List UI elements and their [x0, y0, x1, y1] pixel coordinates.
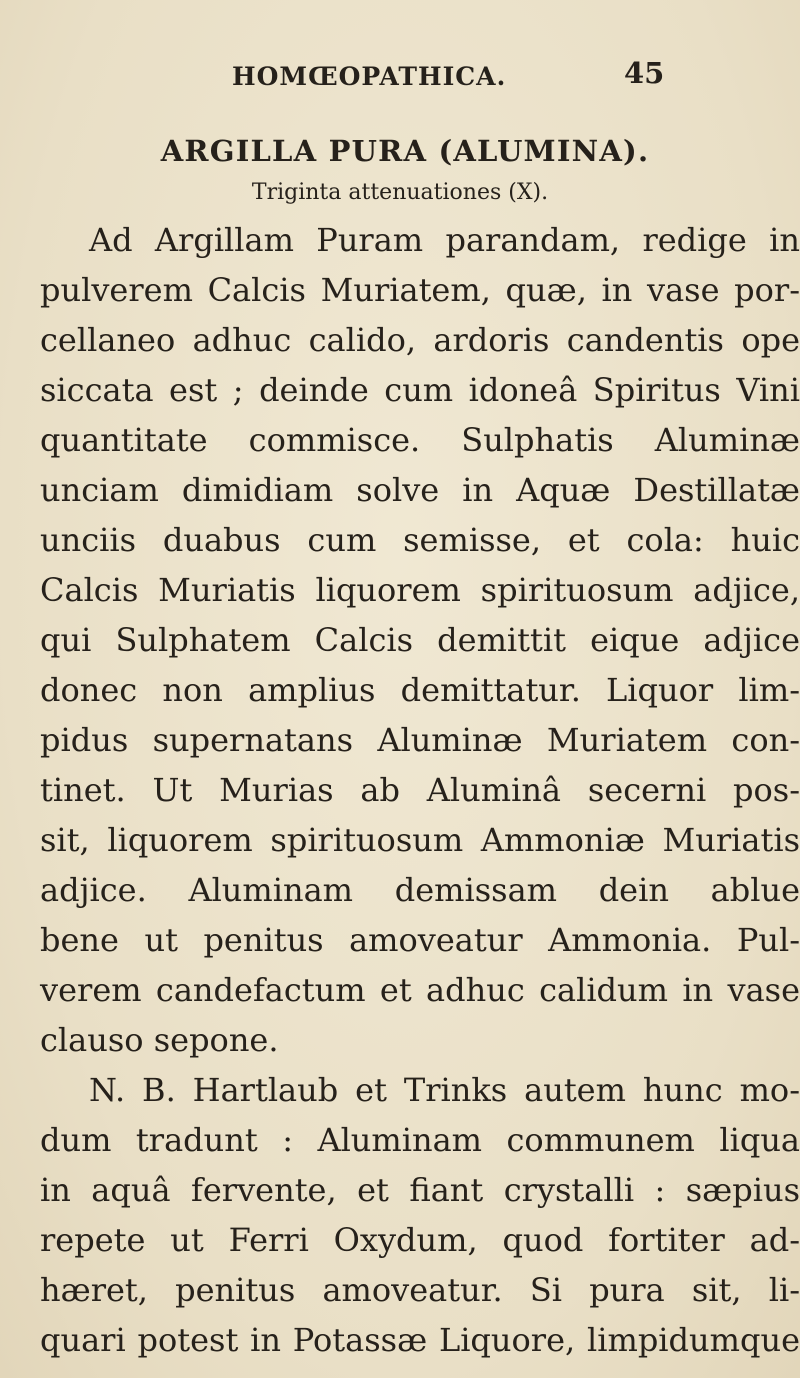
text-line: hæret, penitus amoveatur. Si pura sit, li- — [40, 1271, 800, 1309]
section-subtitle: Triginta attenuationes (X). — [251, 180, 549, 205]
text-line: dum tradunt : Aluminam communem liqua — [40, 1121, 800, 1159]
text-line: sit, liquorem spirituosum Ammoniæ Muriatis — [40, 821, 800, 859]
text-line: donec non amplius demittatur. Liquor lim- — [40, 671, 800, 709]
text-line: pidus supernatans Aluminæ Muriatem con- — [40, 721, 800, 759]
text-line: quari potest in Potassæ Liquore, limpidumque — [40, 1321, 800, 1359]
page-number: 45 — [624, 56, 665, 90]
text-line: unciis duabus cum semisse, et cola: huic — [40, 521, 800, 559]
text-line: in aquâ fervente, et fiant crystalli : sæpius — [40, 1171, 800, 1209]
text-line: quantitate commisce. Sulphatis Aluminæ — [40, 421, 800, 459]
text-line: adjice. Aluminam demissam dein ablue — [40, 871, 800, 909]
text-line: N. B. Hartlaub et Trinks autem hunc mo- — [89, 1071, 800, 1109]
text-line: verem candefactum et adhuc calidum in vase — [40, 971, 800, 1009]
text-line: unciam dimidiam solve in Aquæ Destillatæ — [40, 471, 800, 509]
text-line: Calcis Muriatis liquorem spirituosum adjice, — [40, 571, 800, 609]
text-line: bene ut penitus amoveatur Ammonia. Pul- — [40, 921, 800, 959]
text-line: qui Sulphatem Calcis demittit eique adjice — [40, 621, 800, 659]
text-line: clauso sepone. — [40, 1021, 279, 1059]
text-line: cellaneo adhuc calido, ardoris candentis ope — [40, 321, 800, 359]
text-line: repete ut Ferri Oxydum, quod fortiter ad- — [40, 1221, 800, 1259]
text-line: siccata est ; deinde cum idoneâ Spiritus Vini — [40, 371, 800, 409]
section-title: ARGILLA PURA (ALUMINA). — [160, 134, 650, 168]
running-title: HOMŒOPATHICA. — [232, 62, 507, 91]
running-head — [0, 56, 800, 102]
text-line: Ad Argillam Puram parandam, redige in — [89, 221, 800, 259]
text-line: pulverem Calcis Muriatem, quæ, in vase por- — [40, 271, 800, 309]
text-line: tinet. Ut Murias ab Aluminâ secerni pos- — [40, 771, 800, 809]
